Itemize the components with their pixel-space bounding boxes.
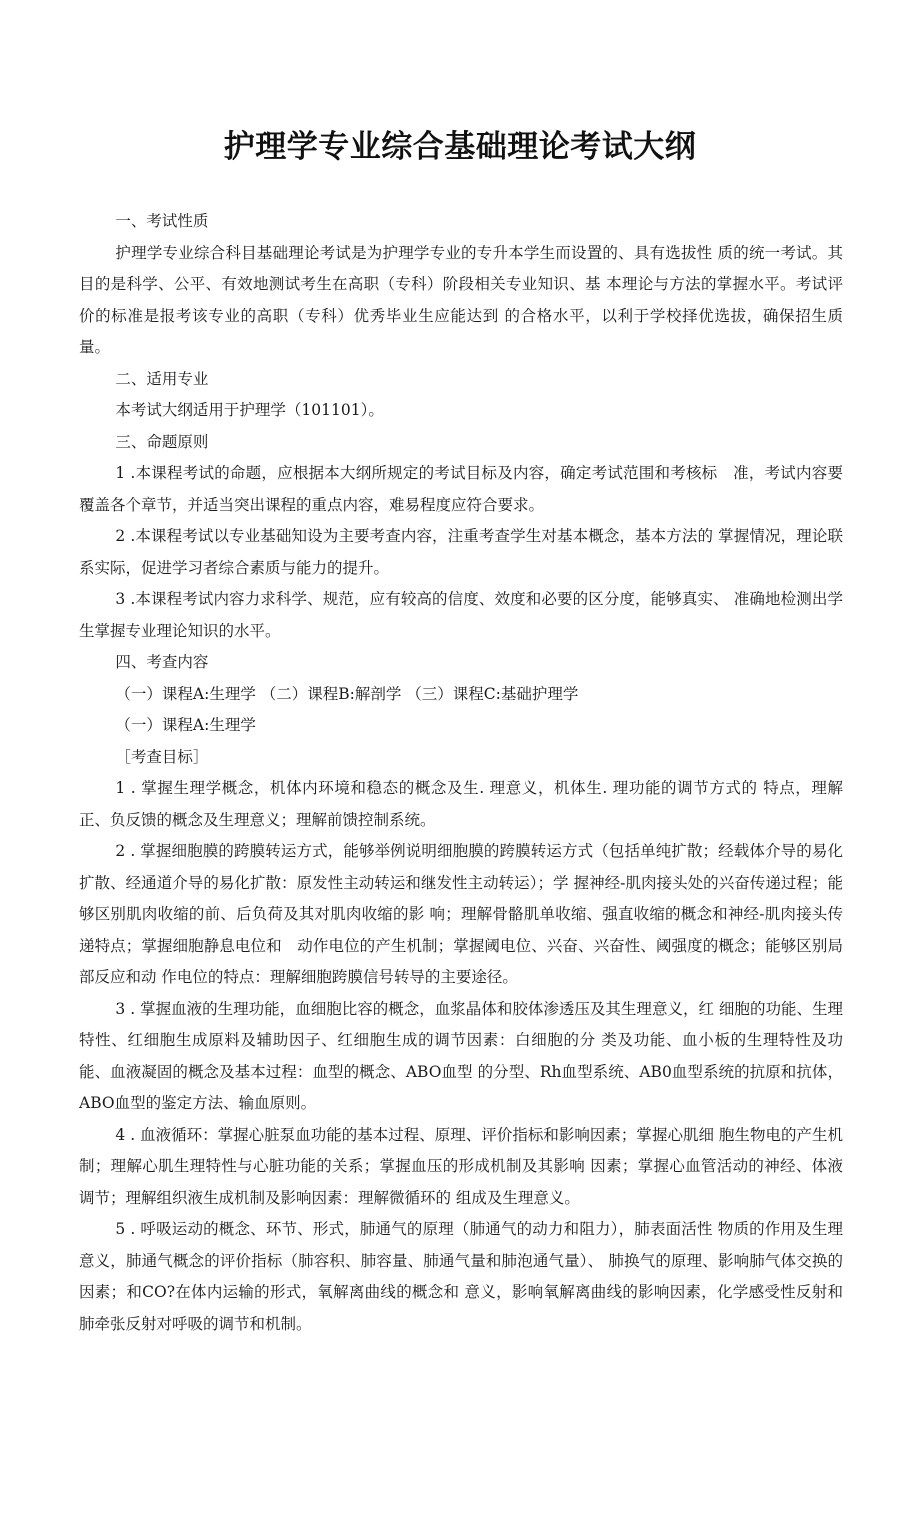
paragraph-objective-5: 5 . 呼吸运动的概念、环节、形式，肺通气的原理（肺通气的动力和阻力），肺表面活性 物质的作用及生理意义，肺通气概念的评价指标（肺容积、肺容量、肺通气量和肺泡通气量）、 肺换气的原理、影响肺气体交换的因素；和CO?在体内运输的形式，氧解离曲线的概念和 意义，影响氧解离曲线的影响因素，化学感受性反射和肺牵张反射对呼吸的调节和机制。 (79, 1220, 843, 1333)
section-heading-applicable-major: 二、适用专业 (115, 369, 209, 388)
paragraph-objective-3: 3 . 掌握血液的生理功能，血细胞比容的概念，血浆晶体和胶体渗透压及其生理意义，红 细胞的功能、生理特性、红细胞生成原料及辅助因子、红细胞生成的调节因素：白细胞的分 类及功能、血小板的生理特性及功能、血液凝固的概念及基本过程：血型的概念、ABO血型 的分型、Rh血型系统、AB0血型系统的抗原和抗体，ABO血型的鉴定方法、输血原则。 (79, 999, 843, 1112)
section-heading-content: 四、考查内容 (115, 653, 209, 671)
paragraph-principle-1: 1 .本课程考试的命题，应根据本大纲所规定的考试目标及内容，确定考试范围和考核标 准，考试内容要覆盖各个章节，并适当突出课程的重点内容，难易程度应符合要求。 (79, 464, 843, 514)
section-heading-exam-nature: 一、考试性质 (115, 212, 209, 230)
paragraph-applicable-major: 本考试大纲适用于护理学（101101）。 (115, 401, 384, 419)
paragraph-course-list: （一）课程A:生理学 （二）课程B:解剖学 （三）课程C:基础护理学 (115, 684, 579, 703)
paragraph-objective-4: 4 . 血液循环：掌握心脏泵血功能的基本过程、原理、评价指标和影响因素；掌握心肌细 胞生物电的产生机制；理解心肌生理特性与心脏功能的关系；掌握血压的形成机制及其影响 因素；掌握心血管活动的神经、体液调节；理解组织液生成机制及影响因素：理解微循环的 组成及生理意义。 (79, 1125, 843, 1207)
paragraph-objective-2: 2 . 掌握细胞膜的跨膜转运方式，能够举例说明细胞膜的跨膜转运方式（包括单纯扩散；经载体介导的易化扩散、经通道介导的易化扩散：原发性主动转运和继发性主动转运）；学 握神经-肌肉接头处的兴奋传递过程；能够区别肌肉收缩的前、后负荷及其对肌肉收缩的影 响；理解骨骼肌单收缩、强直收缩的概念和神经-肌肉接头传递特点；掌握细胞静息电位和 动作电位的产生机制；掌握阈电位、兴奋、兴奋性、阈强度的概念；能够区别局部反应和动 作电位的特点：理解细胞跨膜信号转导的主要途径。 (79, 842, 843, 986)
paragraph-principle-3: 3 .本课程考试内容力求科学、规范，应有较高的信度、效度和必要的区分度，能够真实、 准确地检测出学生掌握专业理论知识的水平。 (79, 590, 843, 640)
paragraph-objective-1: 1 . 掌握生理学概念，机体内环境和稳态的概念及生. 理意义，机体生. 理功能的调节方式的 特点，理解正、负反馈的概念及生理意义；理解前馈控制系统。 (79, 779, 843, 829)
paragraph-course-a: （一）课程A:生理学 (115, 716, 256, 734)
document-title: 护理学专业综合基础理论考试大纲 (223, 129, 697, 165)
section-heading-principles: 三、命题原则 (115, 432, 209, 451)
document-body (79, 206, 843, 1340)
paragraph-objectives-label: ［考查目标］ (115, 747, 209, 766)
paragraph-principle-2: 2 .本课程考试以专业基础知设为主要考查内容，注重考查学生对基本概念，基本方法的 掌握情况，理论联系实际，促进学习者综合素质与能力的提升。 (79, 527, 843, 577)
paragraph-exam-nature: 护理学专业综合科目基础理论考试是为护理学专业的专升本学生而设置的、具有选拔性 质的统一考试。其目的是科学、公平、有效地测试考生在高职（专科）阶段相关专业知识、基 本理论与方法的掌握水平。考试评价的标准是报考该专业的高职（专科）优秀毕业生应能达到 的合格水平，以利于学校择优选拔，确保招生质量。 (79, 243, 843, 356)
